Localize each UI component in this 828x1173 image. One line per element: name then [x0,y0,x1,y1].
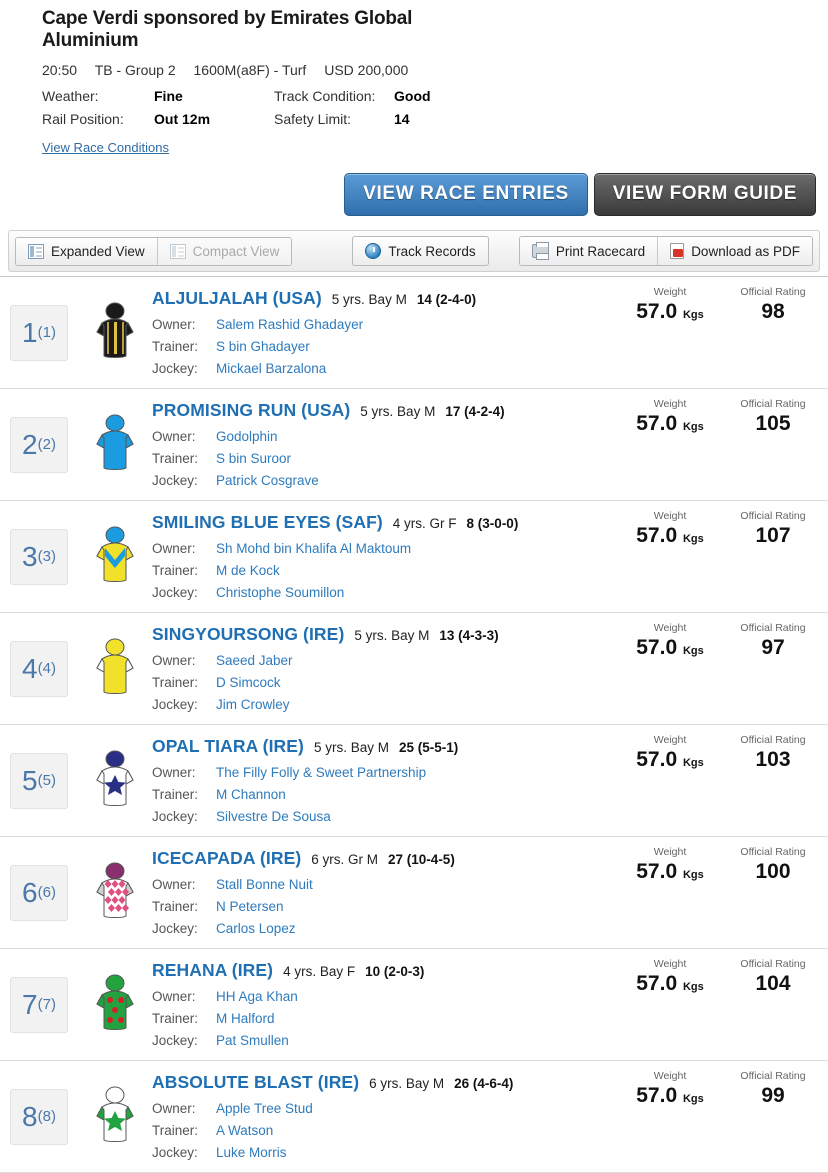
view-mode-group [15,237,292,266]
expanded-view-button[interactable] [16,238,157,265]
jockey-label: Jockey: [152,473,198,488]
official-rating-value: 100 [755,860,791,883]
horse-age-sex: 5 yrs. Bay M [313,740,389,755]
runner-info [152,949,622,1060]
expanded-view-label: Expanded View [51,243,145,259]
weight-unit: Kgs [682,1093,704,1105]
trainer-label: Trainer: [152,1011,199,1026]
view-race-entries-button[interactable]: VIEW RACE ENTRIES [344,173,588,216]
trainer-label: Trainer: [152,787,199,802]
jockey-link[interactable]: Silvestre De Sousa [216,809,331,824]
horse-form-record: 25 (5-5-1) [398,740,459,755]
weight-cell [622,837,718,948]
weight-label: Weight [653,1070,687,1082]
horse-form-record: 27 (10-4-5) [388,852,455,867]
official-rating-label: Official Rating [740,622,806,634]
weather-label: Weather: [42,87,99,104]
jockey-label: Jockey: [152,1145,198,1160]
official-rating-label: Official Rating [740,398,806,410]
trainer-link[interactable]: S bin Ghadayer [216,339,310,354]
race-facts [42,85,814,131]
trainer-link[interactable]: M Channon [216,787,286,802]
weight-label: Weight [653,398,687,410]
rating-cell [718,725,828,836]
race-prize: USD 200,000 [324,61,409,78]
runner-draw: (3) [37,548,56,565]
silk-cell [78,1061,152,1172]
runner-info [152,389,622,500]
runner-info [152,501,622,612]
race-distance: 1600M(a8F) - Turf [193,61,307,78]
runner-list [0,276,828,1173]
printer-icon [532,244,549,258]
official-rating-value: 103 [755,748,791,771]
view-toolbar [8,230,820,272]
rating-cell [718,1061,828,1172]
weather-value: Fine [154,87,183,104]
jockey-label: Jockey: [152,1033,198,1048]
race-type: TB - Group 2 [94,61,176,78]
rating-cell [718,389,828,500]
owner-link[interactable]: The Filly Folly & Sweet Partnership [216,765,427,780]
weight-value: 57.0 [636,860,678,883]
weight-cell [622,949,718,1060]
horse-name-link[interactable]: ABSOLUTE BLAST (IRE) [152,1072,360,1092]
runner-number: 2 [22,428,38,460]
trainer-link[interactable]: N Petersen [216,899,284,914]
owner-label: Owner: [152,989,196,1004]
weight-value: 57.0 [636,1084,678,1107]
horse-age-sex: 5 yrs. Bay M [360,404,436,419]
runner-number: 8 [22,1100,38,1132]
owner-label: Owner: [152,541,196,556]
official-rating-value: 104 [755,972,791,995]
horse-name-link[interactable]: ICECAPADA (IRE) [152,848,302,868]
runner-info [152,725,622,836]
race-time: 20:50 [42,61,78,78]
weight-value: 57.0 [636,972,678,995]
weight-value: 57.0 [636,300,678,323]
runner-number-cell [0,949,78,1060]
weight-value: 57.0 [636,636,678,659]
owner-link[interactable]: Sh Mohd bin Khalifa Al Maktoum [216,541,412,556]
owner-label: Owner: [152,317,196,332]
jockey-label: Jockey: [152,585,198,600]
official-rating-value: 105 [755,412,791,435]
owner-link[interactable]: Godolphin [216,429,278,444]
weight-unit: Kgs [682,533,704,545]
runner-draw: (8) [37,1108,56,1125]
runner-draw: (6) [37,884,56,901]
weight-cell [622,613,718,724]
runner-number-box [10,865,68,921]
race-title: Cape Verdi sponsored by Emirates Global Aluminium [42,8,413,52]
jockey-label: Jockey: [152,809,198,824]
trainer-link[interactable]: D Simcock [216,675,281,690]
horse-name-link[interactable]: PROMISING RUN (USA) [152,400,351,420]
track-records-label: Track Records [388,243,476,259]
weight-unit: Kgs [682,981,704,993]
weight-unit: Kgs [682,869,704,881]
grid-icon [28,244,44,259]
runner-number-box [10,641,68,697]
weight-unit: Kgs [682,645,704,657]
runner-number: 1 [22,316,38,348]
pdf-icon [670,243,684,259]
weight-unit: Kgs [682,757,704,769]
track-condition-label: Track Condition: [274,87,376,104]
rail-value: Out 12m [154,110,211,127]
safety-limit-label: Safety Limit: [274,110,352,127]
runner-row[interactable] [0,276,828,388]
view-form-guide-button[interactable]: VIEW FORM GUIDE [594,173,816,216]
trainer-link[interactable]: M de Kock [216,563,280,578]
compact-view-label: Compact View [192,243,280,259]
official-rating-label: Official Rating [740,1070,806,1082]
runner-number-cell [0,389,78,500]
jockey-label: Jockey: [152,697,198,712]
official-rating-label: Official Rating [740,734,806,746]
weight-value: 57.0 [636,748,678,771]
horse-form-record: 17 (4-2-4) [445,404,505,419]
weight-label: Weight [653,286,687,298]
weight-cell [622,725,718,836]
runner-row[interactable] [0,724,828,836]
runner-row[interactable] [0,388,828,500]
official-rating-label: Official Rating [740,286,806,298]
runner-number-cell [0,501,78,612]
runner-number-box [10,417,68,473]
jockey-link[interactable]: Mickael Barzalona [216,361,327,376]
weight-value: 57.0 [636,412,678,435]
runner-draw: (4) [37,660,56,677]
silk-cell [78,389,152,500]
runner-number-box [10,977,68,1033]
runner-number: 7 [22,988,38,1020]
clock-icon [365,243,381,259]
runner-row[interactable] [0,836,828,948]
runner-number-box [10,753,68,809]
compact-view-button[interactable] [157,238,292,265]
horse-age-sex: 4 yrs. Bay F [283,964,356,979]
trainer-label: Trainer: [152,563,199,578]
weight-unit: Kgs [682,421,704,433]
runner-number: 3 [22,540,38,572]
official-rating-label: Official Rating [740,846,806,858]
trainer-label: Trainer: [152,339,199,354]
runner-info [152,277,622,388]
runner-draw: (2) [37,436,56,453]
silk-cell [78,949,152,1060]
output-group [519,236,813,266]
download-pdf-label: Download as PDF [691,243,800,259]
print-racecard-button[interactable] [520,237,657,265]
track-records-button[interactable] [352,236,488,266]
silk-cell [78,501,152,612]
trainer-link[interactable]: A Watson [216,1123,274,1138]
trainer-link[interactable]: M Halford [216,1011,275,1026]
weight-label: Weight [653,734,687,746]
horse-form-record: 13 (4-3-3) [439,628,499,643]
horse-name-link[interactable]: SINGYOURSONG (IRE) [152,624,345,644]
official-rating-value: 99 [761,1084,785,1107]
rating-cell [718,837,828,948]
owner-link[interactable]: Saeed Jaber [216,653,293,668]
horse-form-record: 8 (3-0-0) [466,516,519,531]
horse-age-sex: 6 yrs. Bay M [369,1076,445,1091]
jockey-link[interactable]: Carlos Lopez [216,921,296,936]
official-rating-value: 107 [755,524,791,547]
runner-number-box [10,1089,68,1145]
track-condition-value: Good [394,87,431,104]
owner-label: Owner: [152,1101,196,1116]
jockey-link[interactable]: Pat Smullen [216,1033,289,1048]
horse-form-record: 10 (2-0-3) [365,964,425,979]
weight-label: Weight [653,846,687,858]
runner-number-cell [0,277,78,388]
trainer-label: Trainer: [152,451,199,466]
horse-form-record: 14 (2-4-0) [416,292,477,307]
silk-cell [78,277,152,388]
runner-number-cell [0,837,78,948]
weight-unit: Kgs [682,309,704,321]
silk-cell [78,613,152,724]
runner-row[interactable] [0,1060,828,1173]
official-rating-value: 98 [761,300,785,323]
runner-number-box [10,305,68,361]
trainer-label: Trainer: [152,1123,199,1138]
jockey-link[interactable]: Luke Morris [216,1145,287,1160]
runner-info [152,837,622,948]
runner-number: 5 [22,764,38,796]
runner-row[interactable] [0,948,828,1060]
owner-label: Owner: [152,765,196,780]
runner-number-box [10,529,68,585]
rating-cell [718,277,828,388]
weight-cell [622,389,718,500]
runner-number-cell [0,725,78,836]
weight-value: 57.0 [636,524,678,547]
weight-cell [622,501,718,612]
jockey-link[interactable]: Patrick Cosgrave [216,473,319,488]
race-header [0,0,828,161]
weight-label: Weight [653,510,687,522]
runner-info [152,613,622,724]
official-rating-label: Official Rating [740,510,806,522]
official-rating-label: Official Rating [740,958,806,970]
owner-label: Owner: [152,429,196,444]
runner-draw: (5) [37,772,56,789]
runner-number-cell [0,613,78,724]
runner-draw: (7) [37,996,56,1013]
view-race-conditions-link[interactable]: View Race Conditions [42,140,169,155]
rating-cell [718,613,828,724]
runner-number: 6 [22,876,38,908]
owner-label: Owner: [152,653,196,668]
horse-name-link[interactable]: SMILING BLUE EYES (SAF) [152,512,383,532]
primary-actions [0,161,828,230]
horse-age-sex: 4 yrs. Gr F [392,516,457,531]
horse-age-sex: 5 yrs. Bay M [354,628,430,643]
runner-number-cell [0,1061,78,1172]
weight-cell [622,277,718,388]
horse-name-link[interactable]: REHANA (IRE) [152,960,274,980]
owner-link[interactable]: HH Aga Khan [216,989,298,1004]
owner-link[interactable]: Salem Rashid Ghadayer [216,317,364,332]
horse-age-sex: 6 yrs. Gr M [311,852,379,867]
rating-cell [718,501,828,612]
horse-form-record: 26 (4-6-4) [454,1076,514,1091]
runner-number: 4 [22,652,38,684]
horse-name-link[interactable]: OPAL TIARA (IRE) [152,736,304,756]
horse-age-sex: 5 yrs. Bay M [331,292,407,307]
silk-cell [78,837,152,948]
trainer-link[interactable]: S bin Suroor [216,451,292,466]
download-pdf-button[interactable] [657,237,812,265]
grid-compact-icon [170,244,186,259]
weight-cell [622,1061,718,1172]
jockey-link[interactable]: Jim Crowley [216,697,290,712]
print-racecard-label: Print Racecard [555,243,646,259]
owner-label: Owner: [152,877,196,892]
jockey-link[interactable]: Christophe Soumillon [216,585,345,600]
race-meta [42,62,814,78]
jockey-label: Jockey: [152,921,198,936]
horse-name-link[interactable]: ALJULJALAH (USA) [152,288,322,308]
weight-label: Weight [653,622,687,634]
jockey-label: Jockey: [152,361,198,376]
runner-draw: (1) [37,324,56,341]
silk-cell [78,725,152,836]
safety-limit-value: 14 [394,110,410,127]
trainer-label: Trainer: [152,675,199,690]
runner-row[interactable] [0,500,828,612]
weight-label: Weight [653,958,687,970]
trainer-label: Trainer: [152,899,199,914]
runner-info [152,1061,622,1172]
official-rating-value: 97 [761,636,785,659]
rating-cell [718,949,828,1060]
runner-row[interactable] [0,612,828,724]
owner-link[interactable]: Stall Bonne Nuit [216,877,313,892]
rail-label: Rail Position: [42,110,124,127]
owner-link[interactable]: Apple Tree Stud [216,1101,313,1116]
